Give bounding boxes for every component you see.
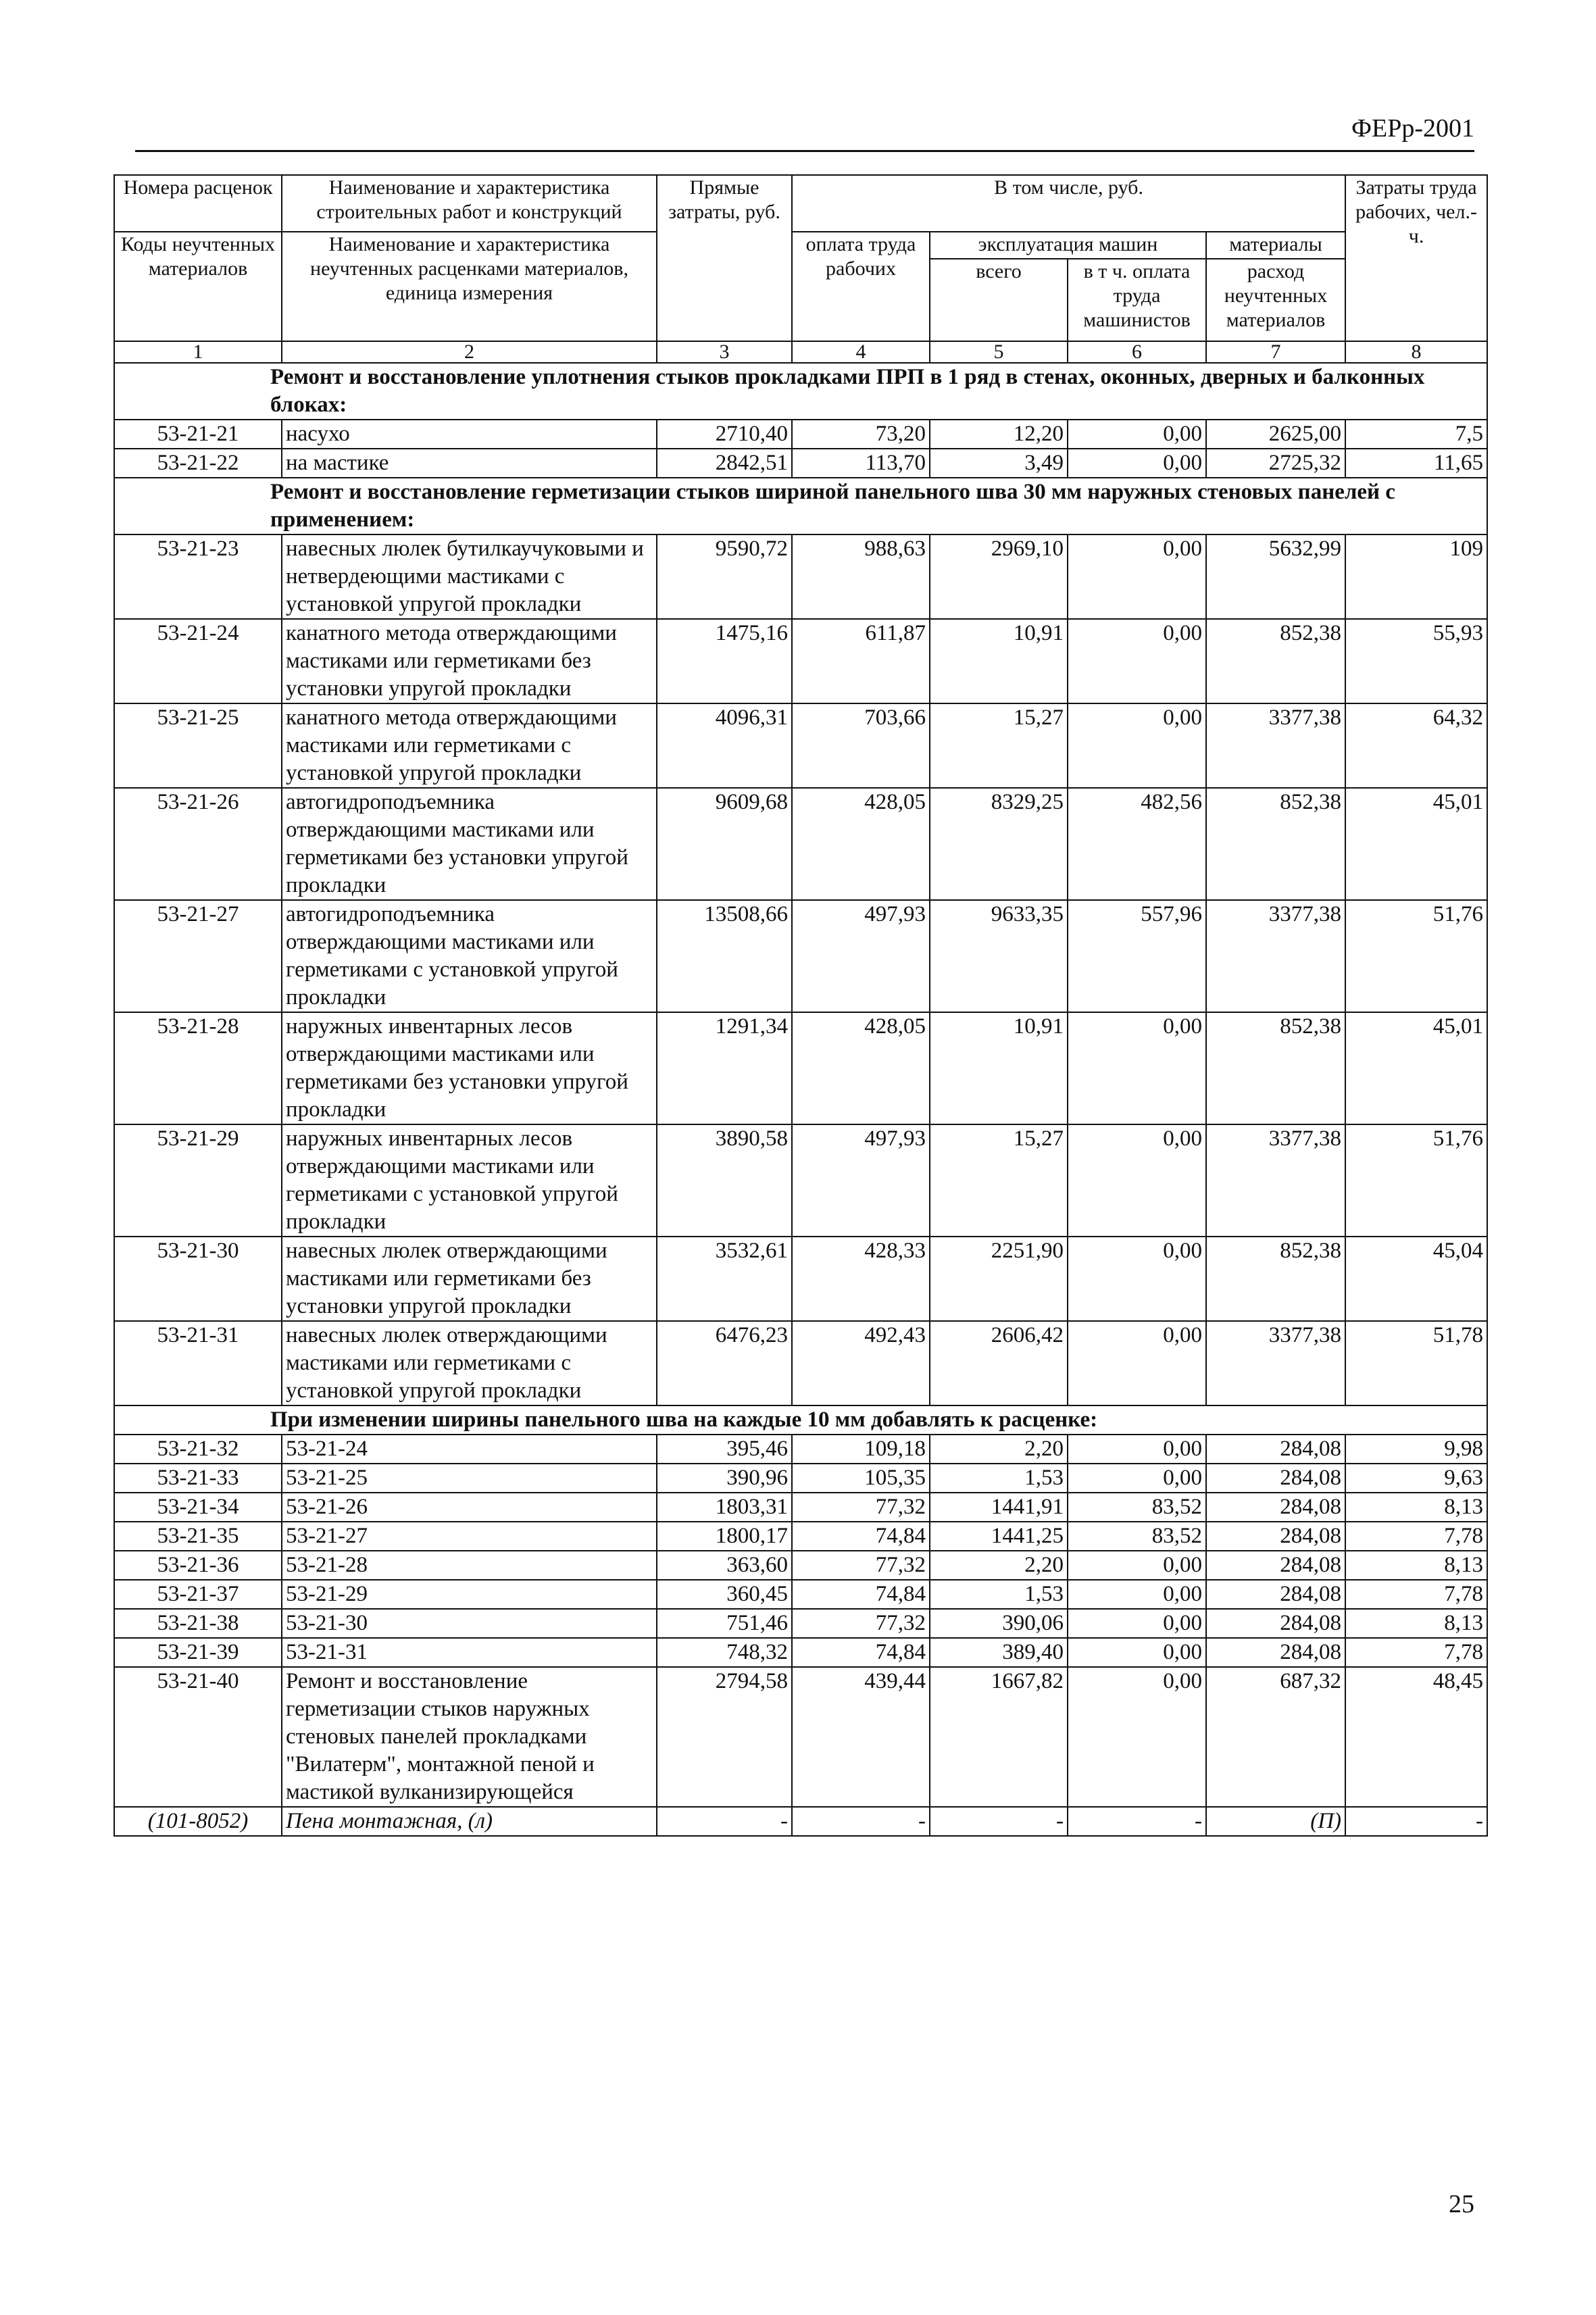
material-value-c5: - bbox=[930, 1807, 1068, 1836]
value-cell-c5: 390,06 bbox=[930, 1609, 1068, 1638]
value-cell-c8: 7,78 bbox=[1345, 1580, 1487, 1609]
index-cell: 1 bbox=[114, 341, 282, 363]
col4-header: оплата труда рабочих bbox=[792, 232, 930, 341]
value-cell-c3: 1803,31 bbox=[657, 1493, 792, 1522]
value-cell-c7: 3377,38 bbox=[1206, 703, 1345, 788]
value-cell-c3: 6476,23 bbox=[657, 1321, 792, 1405]
work-name-cell: насухо bbox=[282, 420, 657, 449]
section-title: Ремонт и восстановление герметизации стыков шириной панельного шва 30 мм наружных стеновых панелей с применением: bbox=[114, 478, 1487, 534]
value-cell-c7: 284,08 bbox=[1206, 1522, 1345, 1551]
value-cell-c8: 51,76 bbox=[1345, 900, 1487, 1012]
value-cell-c4: 497,93 bbox=[792, 900, 930, 1012]
value-cell-c8: 7,78 bbox=[1345, 1522, 1487, 1551]
value-cell-c3: 9590,72 bbox=[657, 534, 792, 619]
table-row bbox=[114, 1667, 1487, 1807]
value-cell-c8: 8,13 bbox=[1345, 1551, 1487, 1580]
material-code-cell: (101-8052) bbox=[114, 1807, 282, 1836]
value-cell-c8: 48,45 bbox=[1345, 1667, 1487, 1807]
value-cell-c6: 0,00 bbox=[1068, 1321, 1206, 1405]
value-cell-c5: 8329,25 bbox=[930, 788, 1068, 900]
value-cell-c5: 15,27 bbox=[930, 703, 1068, 788]
machines-header: эксплуатация машин bbox=[930, 232, 1206, 259]
value-cell-c8: 7,5 bbox=[1345, 420, 1487, 449]
table-row bbox=[114, 703, 1487, 788]
value-cell-c3: 9609,68 bbox=[657, 788, 792, 900]
table-row bbox=[114, 1321, 1487, 1405]
rate-code-cell: 53-21-27 bbox=[114, 900, 282, 1012]
value-cell-c3: 395,46 bbox=[657, 1435, 792, 1464]
col7-header: расход неучтенных материалов bbox=[1206, 259, 1345, 341]
section-title: При изменении ширины панельного шва на каждые 10 мм добавлять к расценке: bbox=[114, 1405, 1487, 1435]
table-row bbox=[114, 1124, 1487, 1237]
value-cell-c3: 1800,17 bbox=[657, 1522, 792, 1551]
work-name-cell: 53-21-26 bbox=[282, 1493, 657, 1522]
table-row bbox=[114, 1522, 1487, 1551]
value-cell-c3: 1291,34 bbox=[657, 1012, 792, 1124]
value-cell-c3: 2842,51 bbox=[657, 449, 792, 478]
work-name-cell: на мастике bbox=[282, 449, 657, 478]
value-cell-c6: 557,96 bbox=[1068, 900, 1206, 1012]
value-cell-c4: 428,33 bbox=[792, 1237, 930, 1321]
work-name-cell: Ремонт и восстановление герметизации стыков наружных стеновых панелей прокладками "Вилатерм", монтажной пеной и мастикой вулканизирующейся bbox=[282, 1667, 657, 1807]
value-cell-c7: 2625,00 bbox=[1206, 420, 1345, 449]
table-row bbox=[114, 619, 1487, 703]
work-name-cell: 53-21-27 bbox=[282, 1522, 657, 1551]
value-cell-c6: 0,00 bbox=[1068, 1435, 1206, 1464]
value-cell-c3: 13508,66 bbox=[657, 900, 792, 1012]
material-value-c3: - bbox=[657, 1807, 792, 1836]
index-cell: 8 bbox=[1345, 341, 1487, 363]
rate-code-cell: 53-21-30 bbox=[114, 1237, 282, 1321]
rate-code-cell: 53-21-21 bbox=[114, 420, 282, 449]
col8-header: Затраты труда рабочих, чел.-ч. bbox=[1345, 175, 1487, 341]
value-cell-c5: 15,27 bbox=[930, 1124, 1068, 1237]
work-name-cell: 53-21-25 bbox=[282, 1464, 657, 1493]
value-cell-c4: 611,87 bbox=[792, 619, 930, 703]
value-cell-c8: 45,01 bbox=[1345, 788, 1487, 900]
rate-code-cell: 53-21-23 bbox=[114, 534, 282, 619]
value-cell-c5: 1441,91 bbox=[930, 1493, 1068, 1522]
work-name-cell: автогидроподъемника отверждающими мастиками или герметиками без установки упругой прокладки bbox=[282, 788, 657, 900]
value-cell-c3: 1475,16 bbox=[657, 619, 792, 703]
column-index-row bbox=[114, 341, 1487, 363]
value-cell-c5: 2,20 bbox=[930, 1551, 1068, 1580]
value-cell-c6: 0,00 bbox=[1068, 1124, 1206, 1237]
value-cell-c7: 5632,99 bbox=[1206, 534, 1345, 619]
table-row bbox=[114, 1435, 1487, 1464]
value-cell-c6: 0,00 bbox=[1068, 534, 1206, 619]
col6-header: в т ч. оплата труда машинистов bbox=[1068, 259, 1206, 341]
table-row bbox=[114, 1237, 1487, 1321]
value-cell-c4: 703,66 bbox=[792, 703, 930, 788]
index-cell: 5 bbox=[930, 341, 1068, 363]
value-cell-c3: 3532,61 bbox=[657, 1237, 792, 1321]
value-cell-c5: 2,20 bbox=[930, 1435, 1068, 1464]
value-cell-c3: 360,45 bbox=[657, 1580, 792, 1609]
value-cell-c6: 0,00 bbox=[1068, 420, 1206, 449]
value-cell-c7: 852,38 bbox=[1206, 1012, 1345, 1124]
material-value-c7: (П) bbox=[1206, 1807, 1345, 1836]
work-name-cell: 53-21-24 bbox=[282, 1435, 657, 1464]
value-cell-c4: 74,84 bbox=[792, 1522, 930, 1551]
value-cell-c4: 988,63 bbox=[792, 534, 930, 619]
value-cell-c8: 9,63 bbox=[1345, 1464, 1487, 1493]
value-cell-c8: 64,32 bbox=[1345, 703, 1487, 788]
value-cell-c5: 3,49 bbox=[930, 449, 1068, 478]
rate-code-cell: 53-21-26 bbox=[114, 788, 282, 900]
value-cell-c6: 0,00 bbox=[1068, 703, 1206, 788]
table-row bbox=[114, 900, 1487, 1012]
table-row bbox=[114, 1580, 1487, 1609]
value-cell-c3: 363,60 bbox=[657, 1551, 792, 1580]
table-row bbox=[114, 1638, 1487, 1667]
value-cell-c3: 390,96 bbox=[657, 1464, 792, 1493]
value-cell-c5: 389,40 bbox=[930, 1638, 1068, 1667]
rate-code-cell: 53-21-22 bbox=[114, 449, 282, 478]
value-cell-c8: 55,93 bbox=[1345, 619, 1487, 703]
index-cell: 6 bbox=[1068, 341, 1206, 363]
col1-bottom-header: Коды неучтенных материалов bbox=[114, 232, 282, 341]
work-name-cell: автогидроподъемника отверждающими мастиками или герметиками с установкой упругой прокладки bbox=[282, 900, 657, 1012]
index-cell: 4 bbox=[792, 341, 930, 363]
value-cell-c7: 2725,32 bbox=[1206, 449, 1345, 478]
value-cell-c6: 482,56 bbox=[1068, 788, 1206, 900]
index-cell: 3 bbox=[657, 341, 792, 363]
value-cell-c8: 51,78 bbox=[1345, 1321, 1487, 1405]
value-cell-c7: 687,32 bbox=[1206, 1667, 1345, 1807]
value-cell-c7: 284,08 bbox=[1206, 1551, 1345, 1580]
value-cell-c4: 77,32 bbox=[792, 1493, 930, 1522]
value-cell-c7: 852,38 bbox=[1206, 1237, 1345, 1321]
table-row bbox=[114, 449, 1487, 478]
rate-code-cell: 53-21-32 bbox=[114, 1435, 282, 1464]
value-cell-c4: 492,43 bbox=[792, 1321, 930, 1405]
value-cell-c8: 51,76 bbox=[1345, 1124, 1487, 1237]
material-value-c6: - bbox=[1068, 1807, 1206, 1836]
work-name-cell: канатного метода отверждающими мастиками или герметиками с установкой упругой прокладки bbox=[282, 703, 657, 788]
value-cell-c6: 0,00 bbox=[1068, 1551, 1206, 1580]
rate-code-cell: 53-21-33 bbox=[114, 1464, 282, 1493]
value-cell-c5: 1,53 bbox=[930, 1464, 1068, 1493]
value-cell-c6: 0,00 bbox=[1068, 1012, 1206, 1124]
index-cell: 7 bbox=[1206, 341, 1345, 363]
value-cell-c4: 428,05 bbox=[792, 1012, 930, 1124]
value-cell-c7: 284,08 bbox=[1206, 1580, 1345, 1609]
value-cell-c4: 74,84 bbox=[792, 1580, 930, 1609]
work-name-cell: наружных инвентарных лесов отверждающими мастиками или герметиками без установки упругой прокладки bbox=[282, 1012, 657, 1124]
rate-code-cell: 53-21-24 bbox=[114, 619, 282, 703]
section-title: Ремонт и восстановление уплотнения стыков прокладками ПРП в 1 ряд в стенах, оконных, дверных и балконных блоках: bbox=[114, 363, 1487, 420]
rate-code-cell: 53-21-29 bbox=[114, 1124, 282, 1237]
value-cell-c5: 10,91 bbox=[930, 619, 1068, 703]
value-cell-c3: 3890,58 bbox=[657, 1124, 792, 1237]
price-table bbox=[114, 174, 1488, 1837]
work-name-cell: 53-21-31 bbox=[282, 1638, 657, 1667]
value-cell-c3: 2710,40 bbox=[657, 420, 792, 449]
col1-top-header: Номера расценок bbox=[114, 175, 282, 232]
value-cell-c7: 284,08 bbox=[1206, 1609, 1345, 1638]
value-cell-c7: 284,08 bbox=[1206, 1464, 1345, 1493]
value-cell-c3: 751,46 bbox=[657, 1609, 792, 1638]
group-header: В том числе, руб. bbox=[792, 175, 1345, 232]
value-cell-c8: 109 bbox=[1345, 534, 1487, 619]
value-cell-c4: 73,20 bbox=[792, 420, 930, 449]
value-cell-c3: 4096,31 bbox=[657, 703, 792, 788]
section-header-row bbox=[114, 1405, 1487, 1435]
value-cell-c7: 284,08 bbox=[1206, 1493, 1345, 1522]
value-cell-c5: 1667,82 bbox=[930, 1667, 1068, 1807]
rate-code-cell: 53-21-40 bbox=[114, 1667, 282, 1807]
col3-header: Прямые затраты, руб. bbox=[657, 175, 792, 341]
work-name-cell: навесных люлек бутилкаучуковыми и нетвердеющими мастиками с установкой упругой прокладки bbox=[282, 534, 657, 619]
rate-code-cell: 53-21-31 bbox=[114, 1321, 282, 1405]
value-cell-c8: 45,04 bbox=[1345, 1237, 1487, 1321]
value-cell-c7: 284,08 bbox=[1206, 1435, 1345, 1464]
value-cell-c8: 45,01 bbox=[1345, 1012, 1487, 1124]
col5-header: всего bbox=[930, 259, 1068, 341]
value-cell-c7: 3377,38 bbox=[1206, 1321, 1345, 1405]
value-cell-c4: 77,32 bbox=[792, 1609, 930, 1638]
value-cell-c5: 2606,42 bbox=[930, 1321, 1068, 1405]
value-cell-c6: 0,00 bbox=[1068, 619, 1206, 703]
value-cell-c4: 74,84 bbox=[792, 1638, 930, 1667]
table-row bbox=[114, 420, 1487, 449]
value-cell-c6: 0,00 bbox=[1068, 1580, 1206, 1609]
value-cell-c8: 8,13 bbox=[1345, 1609, 1487, 1638]
value-cell-c7: 3377,38 bbox=[1206, 1124, 1345, 1237]
rate-code-cell: 53-21-38 bbox=[114, 1609, 282, 1638]
rate-code-cell: 53-21-37 bbox=[114, 1580, 282, 1609]
value-cell-c6: 0,00 bbox=[1068, 1638, 1206, 1667]
work-name-cell: навесных люлек отверждающими мастиками или герметиками с установкой упругой прокладки bbox=[282, 1321, 657, 1405]
value-cell-c4: 77,32 bbox=[792, 1551, 930, 1580]
value-cell-c8: 11,65 bbox=[1345, 449, 1487, 478]
value-cell-c7: 284,08 bbox=[1206, 1638, 1345, 1667]
material-name-cell: Пена монтажная, (л) bbox=[282, 1807, 657, 1836]
value-cell-c6: 83,52 bbox=[1068, 1493, 1206, 1522]
col2-top-header: Наименование и характеристика строительных работ и конструкций bbox=[282, 175, 657, 232]
value-cell-c7: 852,38 bbox=[1206, 619, 1345, 703]
col2-bottom-header: Наименование и характеристика неучтенных расценками материалов, единица измерения bbox=[282, 232, 657, 341]
top-rule bbox=[135, 150, 1474, 152]
value-cell-c6: 0,00 bbox=[1068, 1667, 1206, 1807]
page-number: 25 bbox=[1449, 2190, 1474, 2218]
value-cell-c6: 0,00 bbox=[1068, 1464, 1206, 1493]
value-cell-c4: 439,44 bbox=[792, 1667, 930, 1807]
value-cell-c3: 748,32 bbox=[657, 1638, 792, 1667]
value-cell-c8: 8,13 bbox=[1345, 1493, 1487, 1522]
material-value-c8: - bbox=[1345, 1807, 1487, 1836]
table-row bbox=[114, 1012, 1487, 1124]
value-cell-c6: 0,00 bbox=[1068, 1237, 1206, 1321]
material-row bbox=[114, 1807, 1487, 1836]
rate-code-cell: 53-21-39 bbox=[114, 1638, 282, 1667]
value-cell-c4: 105,35 bbox=[792, 1464, 930, 1493]
rate-code-cell: 53-21-25 bbox=[114, 703, 282, 788]
value-cell-c3: 2794,58 bbox=[657, 1667, 792, 1807]
rate-code-cell: 53-21-36 bbox=[114, 1551, 282, 1580]
table-row bbox=[114, 1493, 1487, 1522]
value-cell-c6: 83,52 bbox=[1068, 1522, 1206, 1551]
value-cell-c8: 7,78 bbox=[1345, 1638, 1487, 1667]
rate-code-cell: 53-21-35 bbox=[114, 1522, 282, 1551]
rate-code-cell: 53-21-34 bbox=[114, 1493, 282, 1522]
work-name-cell: навесных люлек отверждающими мастиками или герметиками без установки упругой прокладки bbox=[282, 1237, 657, 1321]
value-cell-c8: 9,98 bbox=[1345, 1435, 1487, 1464]
value-cell-c5: 2251,90 bbox=[930, 1237, 1068, 1321]
table-row bbox=[114, 788, 1487, 900]
value-cell-c5: 2969,10 bbox=[930, 534, 1068, 619]
work-name-cell: 53-21-29 bbox=[282, 1580, 657, 1609]
table-row bbox=[114, 1609, 1487, 1638]
work-name-cell: 53-21-30 bbox=[282, 1609, 657, 1638]
work-name-cell: канатного метода отверждающими мастиками или герметиками без установки упругой прокладки bbox=[282, 619, 657, 703]
value-cell-c4: 428,05 bbox=[792, 788, 930, 900]
section-header-row bbox=[114, 478, 1487, 534]
value-cell-c5: 1,53 bbox=[930, 1580, 1068, 1609]
table-row bbox=[114, 1464, 1487, 1493]
index-cell: 2 bbox=[282, 341, 657, 363]
value-cell-c4: 113,70 bbox=[792, 449, 930, 478]
value-cell-c7: 3377,38 bbox=[1206, 900, 1345, 1012]
value-cell-c5: 10,91 bbox=[930, 1012, 1068, 1124]
materials-header: материалы bbox=[1206, 232, 1345, 259]
value-cell-c6: 0,00 bbox=[1068, 449, 1206, 478]
value-cell-c5: 1441,25 bbox=[930, 1522, 1068, 1551]
value-cell-c4: 109,18 bbox=[792, 1435, 930, 1464]
table-row bbox=[114, 534, 1487, 619]
value-cell-c5: 12,20 bbox=[930, 420, 1068, 449]
work-name-cell: наружных инвентарных лесов отверждающими мастиками или герметиками с установкой упругой прокладки bbox=[282, 1124, 657, 1237]
value-cell-c4: 497,93 bbox=[792, 1124, 930, 1237]
value-cell-c6: 0,00 bbox=[1068, 1609, 1206, 1638]
value-cell-c7: 852,38 bbox=[1206, 788, 1345, 900]
rate-code-cell: 53-21-28 bbox=[114, 1012, 282, 1124]
value-cell-c5: 9633,35 bbox=[930, 900, 1068, 1012]
work-name-cell: 53-21-28 bbox=[282, 1551, 657, 1580]
section-header-row bbox=[114, 363, 1487, 420]
material-value-c4: - bbox=[792, 1807, 930, 1836]
document-code: ФЕРр-2001 bbox=[1351, 114, 1474, 143]
table-row bbox=[114, 1551, 1487, 1580]
